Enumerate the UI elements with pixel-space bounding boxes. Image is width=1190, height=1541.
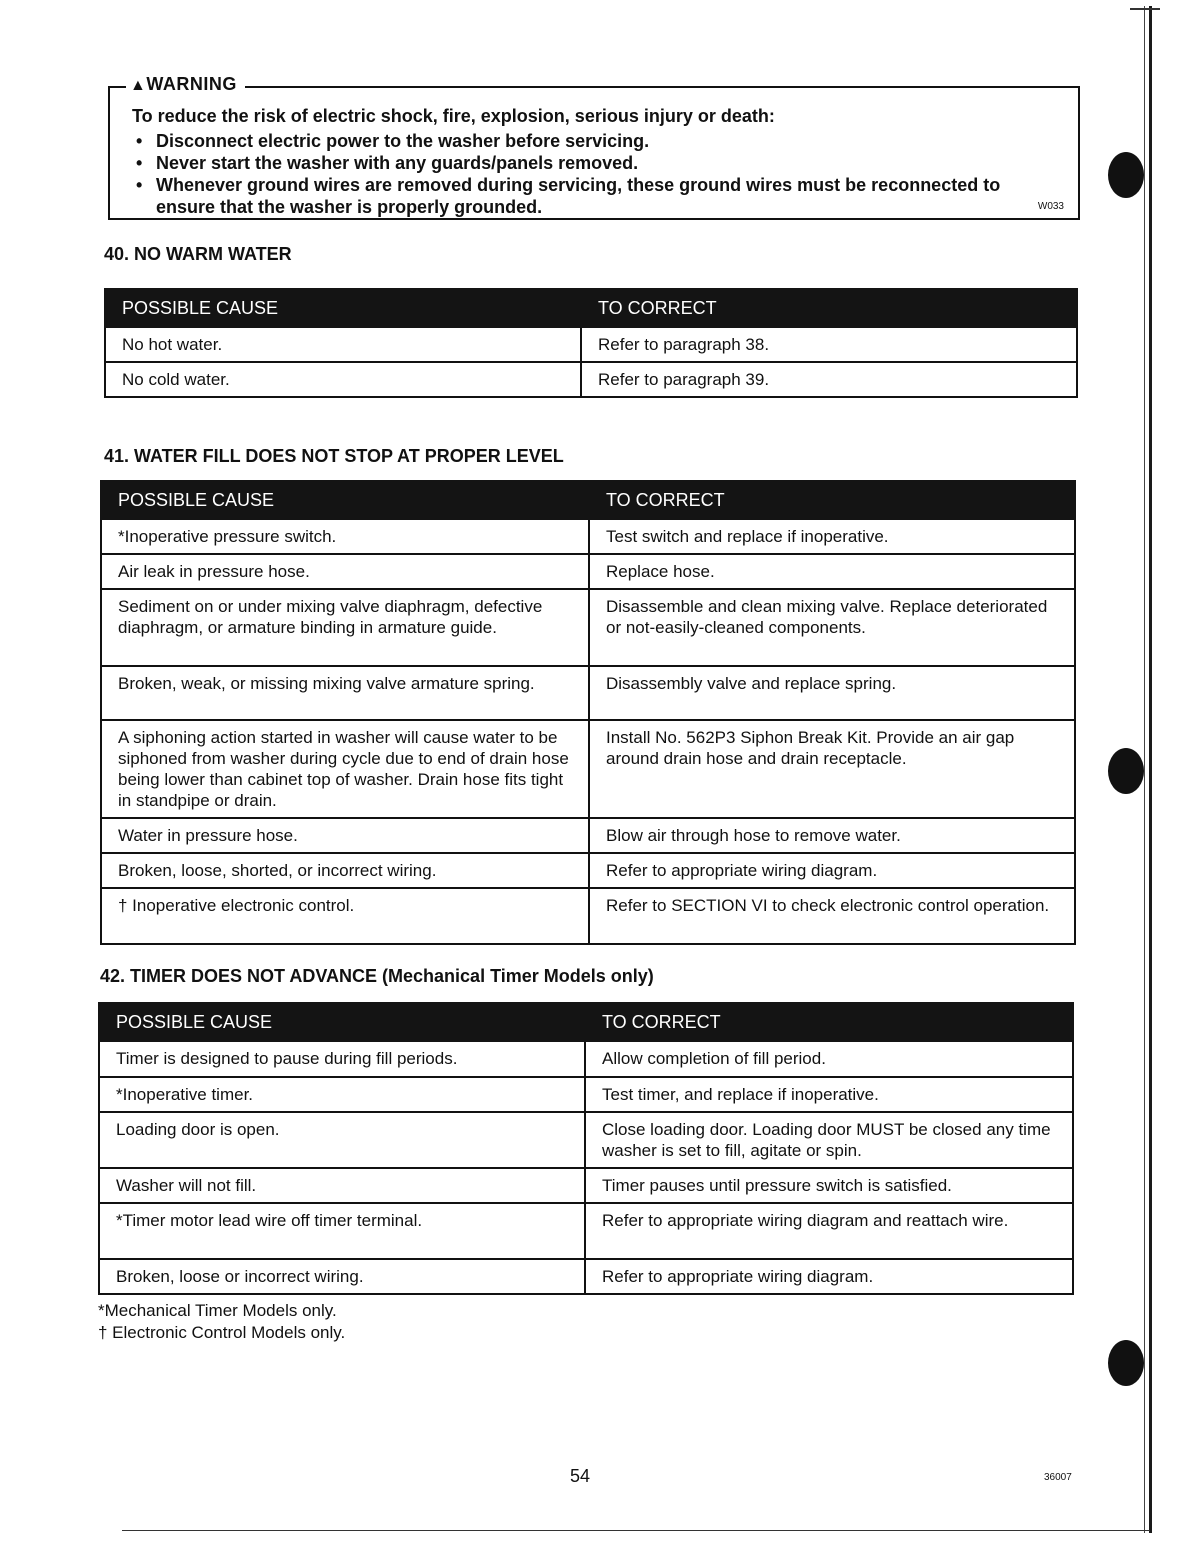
table-row	[101, 720, 1075, 818]
correct-cell: Refer to SECTION VI to check electronic control operation.	[589, 888, 1075, 944]
correct-cell: Refer to appropriate wiring diagram and reattach wire.	[585, 1203, 1073, 1259]
document-code: 36007	[1044, 1472, 1072, 1483]
cause-cell: *Timer motor lead wire off timer terminal.	[99, 1203, 585, 1259]
correct-cell: Blow air through hose to remove water.	[589, 818, 1075, 853]
punch-hole	[1108, 1340, 1144, 1386]
table-row	[99, 1077, 1073, 1112]
correct-cell: Close loading door. Loading door MUST be closed any time washer is set to fill, agitate or spin.	[585, 1112, 1073, 1168]
table-row	[101, 818, 1075, 853]
warning-item: • Disconnect electric power to the washer before servicing.	[132, 130, 1062, 152]
correct-cell: Test switch and replace if inoperative.	[589, 519, 1075, 554]
footnote-electronic: † Electronic Control Models only.	[98, 1323, 346, 1342]
cause-cell: Sediment on or under mixing valve diaphragm, defective diaphragm, or armature binding in armature guide.	[101, 589, 589, 666]
footnotes	[98, 1300, 345, 1344]
correct-cell: Replace hose.	[589, 554, 1075, 589]
cause-cell: *Inoperative pressure switch.	[101, 519, 589, 554]
table-row	[99, 1112, 1073, 1168]
correct-cell: Disassemble and clean mixing valve. Replace deteriorated or not-easily-cleaned components.	[589, 589, 1075, 666]
correct-cell: Test timer, and replace if inoperative.	[585, 1077, 1073, 1112]
warning-item: • Whenever ground wires are removed during servicing, these ground wires must be reconnected to ensure that the washer is properly grounded.	[132, 174, 1062, 218]
cause-cell: Air leak in pressure hose.	[101, 554, 589, 589]
table-row	[101, 589, 1075, 666]
trouble-table	[98, 1002, 1074, 1295]
cause-cell: Water in pressure hose.	[101, 818, 589, 853]
correct-cell: Refer to appropriate wiring diagram.	[589, 853, 1075, 888]
cause-cell: Broken, weak, or missing mixing valve armature spring.	[101, 666, 589, 720]
trouble-table	[100, 480, 1076, 945]
correct-cell: Refer to paragraph 39.	[581, 362, 1077, 397]
cause-cell: Washer will not fill.	[99, 1168, 585, 1203]
table-row	[101, 519, 1075, 554]
table-row	[101, 888, 1075, 944]
correct-cell: Install No. 562P3 Siphon Break Kit. Provide an air gap around drain hose and drain receptacle.	[589, 720, 1075, 818]
column-header-cause: POSSIBLE CAUSE	[99, 1003, 585, 1041]
cause-cell: No cold water.	[105, 362, 581, 397]
table-row	[105, 327, 1077, 362]
table-row	[99, 1259, 1073, 1294]
table-header-row	[105, 289, 1077, 327]
scan-edge-line-thin	[1144, 6, 1145, 1533]
correct-cell: Refer to paragraph 38.	[581, 327, 1077, 362]
warning-code: W033	[1037, 201, 1064, 212]
table-row	[101, 554, 1075, 589]
cause-cell: *Inoperative timer.	[99, 1077, 585, 1112]
table-row	[101, 666, 1075, 720]
warning-heading: ▲WARNING	[126, 74, 245, 95]
column-header-correct: TO CORRECT	[589, 481, 1075, 519]
scan-edge-line	[1149, 6, 1152, 1533]
section-title: 41. WATER FILL DOES NOT STOP AT PROPER LEVEL	[104, 446, 564, 466]
table-row	[99, 1203, 1073, 1259]
section-title: 42. TIMER DOES NOT ADVANCE (Mechanical Timer Models only)	[100, 966, 654, 986]
cause-cell: No hot water.	[105, 327, 581, 362]
cause-cell: Broken, loose, shorted, or incorrect wiring.	[101, 853, 589, 888]
table-header-row	[99, 1003, 1073, 1041]
warning-box	[108, 74, 1080, 220]
correct-cell: Timer pauses until pressure switch is satisfied.	[585, 1168, 1073, 1203]
cause-cell: Broken, loose or incorrect wiring.	[99, 1259, 585, 1294]
column-header-correct: TO CORRECT	[581, 289, 1077, 327]
correct-cell: Refer to appropriate wiring diagram.	[585, 1259, 1073, 1294]
trouble-table	[104, 288, 1078, 398]
column-header-cause: POSSIBLE CAUSE	[101, 481, 589, 519]
warning-item: • Never start the washer with any guards/panels removed.	[132, 152, 1062, 174]
warning-list	[132, 130, 1062, 218]
cause-cell: Loading door is open.	[99, 1112, 585, 1168]
section-title: 40. NO WARM WATER	[104, 244, 292, 264]
cause-cell: † Inoperative electronic control.	[101, 888, 589, 944]
column-header-cause: POSSIBLE CAUSE	[105, 289, 581, 327]
page-number: 54	[570, 1466, 591, 1486]
cause-cell: Timer is designed to pause during fill periods.	[99, 1041, 585, 1077]
punch-hole	[1108, 152, 1144, 198]
footnote-mechanical: *Mechanical Timer Models only.	[98, 1301, 337, 1320]
warning-lead: To reduce the risk of electric shock, fire, explosion, serious injury or death:	[132, 106, 775, 126]
correct-cell: Allow completion of fill period.	[585, 1041, 1073, 1077]
bottom-rule	[122, 1530, 1150, 1531]
correct-cell: Disassembly valve and replace spring.	[589, 666, 1075, 720]
table-row	[99, 1168, 1073, 1203]
cause-cell: A siphoning action started in washer will cause water to be siphoned from washer during cycle due to end of drain hose being lower than cabinet top of washer. Drain hose fits tight in standpipe or drain.	[101, 720, 589, 818]
punch-hole	[1108, 748, 1144, 794]
table-header-row	[101, 481, 1075, 519]
table-row	[105, 362, 1077, 397]
column-header-correct: TO CORRECT	[585, 1003, 1073, 1041]
warning-triangle-icon: ▲	[130, 77, 147, 94]
table-row	[99, 1041, 1073, 1077]
table-row	[101, 853, 1075, 888]
scan-corner-mark	[1130, 8, 1160, 10]
